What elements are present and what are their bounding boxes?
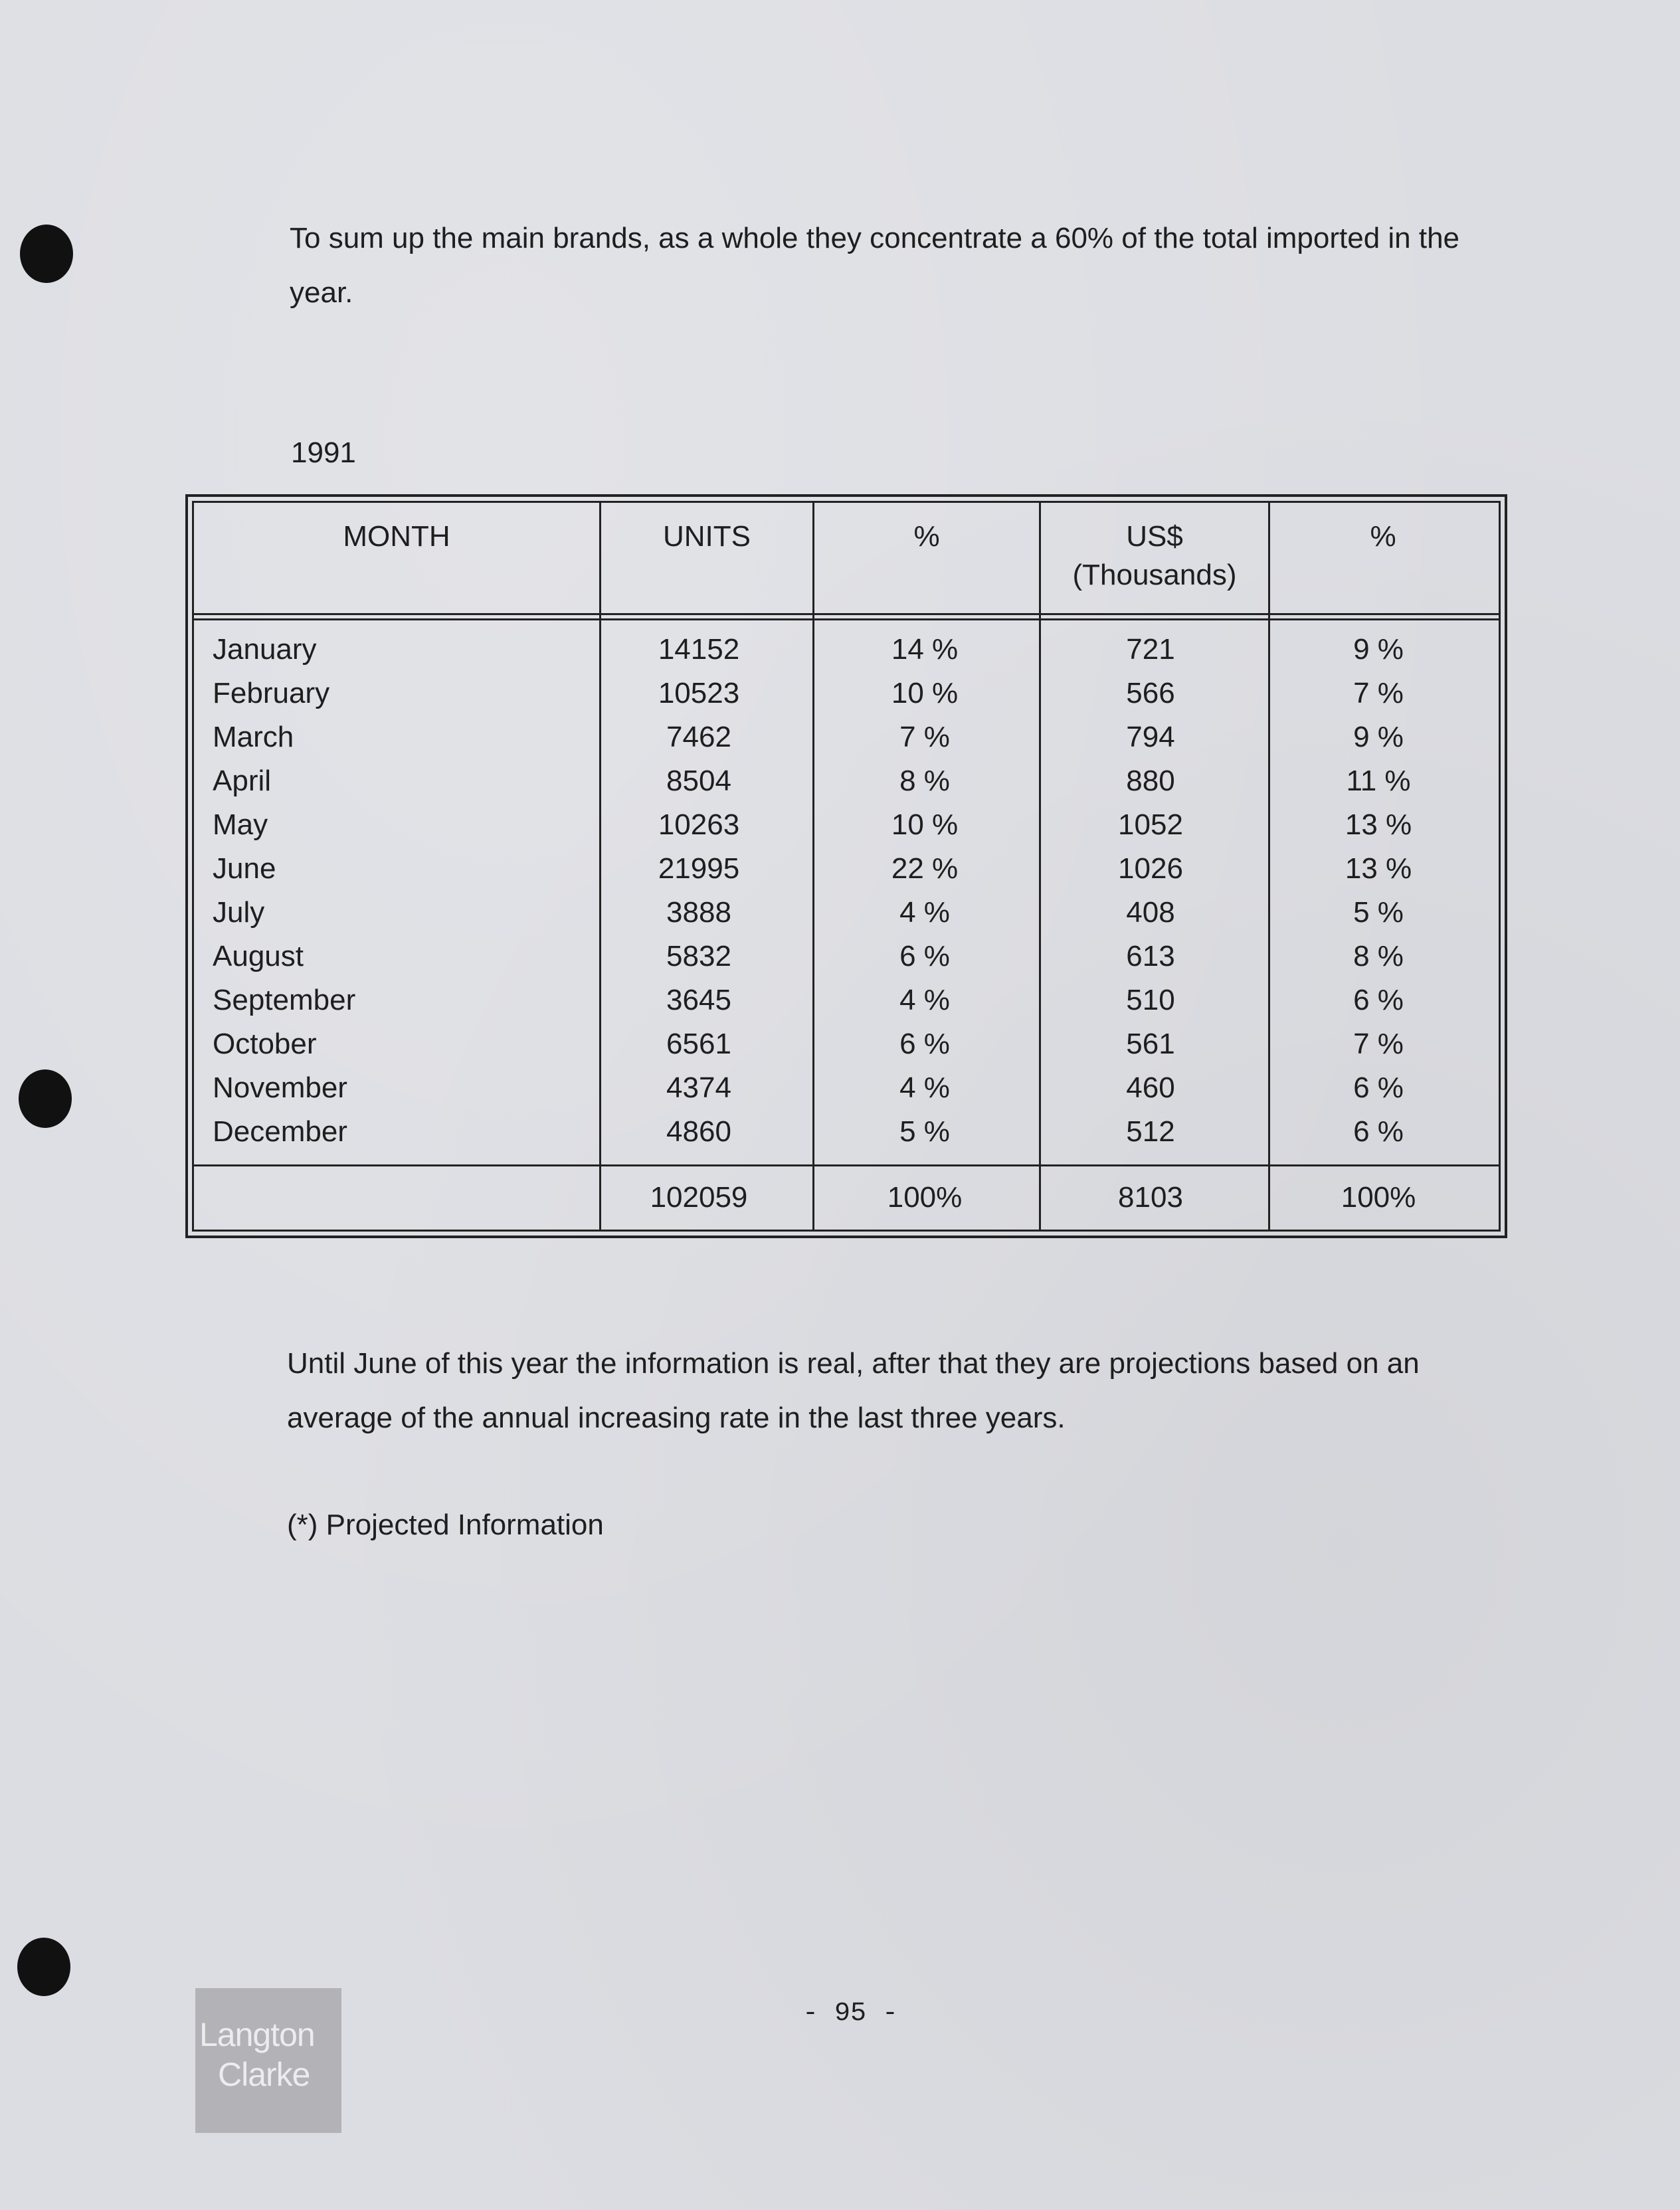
cell-units: 3888 bbox=[666, 896, 731, 929]
cell-units-percent: 10 % bbox=[891, 808, 959, 841]
cell-usd: 566 bbox=[1126, 677, 1175, 709]
header-usd bbox=[1041, 517, 1268, 595]
table-row bbox=[194, 672, 1499, 715]
table-row bbox=[194, 1022, 1499, 1066]
cell-month: February bbox=[213, 677, 330, 709]
total-usd: 8103 bbox=[1118, 1181, 1183, 1214]
cell-month: March bbox=[213, 721, 294, 753]
cell-units-percent: 8 % bbox=[899, 765, 950, 797]
header-usd-percent bbox=[1270, 517, 1496, 556]
header-units-percent bbox=[814, 517, 1039, 556]
table-row bbox=[194, 891, 1499, 935]
binder-hole-top bbox=[20, 225, 73, 283]
cell-usd-percent: 13 % bbox=[1345, 852, 1412, 885]
cell-units: 10263 bbox=[658, 808, 740, 841]
cell-usd-percent: 7 % bbox=[1353, 677, 1404, 709]
cell-units-percent: 6 % bbox=[899, 1028, 950, 1060]
table-row bbox=[194, 628, 1499, 672]
cell-usd: 1026 bbox=[1118, 852, 1183, 885]
total-units: 102059 bbox=[650, 1181, 748, 1214]
cell-units-percent: 14 % bbox=[891, 633, 959, 666]
cell-units-percent: 6 % bbox=[899, 940, 950, 972]
header-usd-percent-label: % bbox=[1370, 520, 1396, 553]
cell-month: August bbox=[213, 940, 304, 972]
cell-units: 7462 bbox=[666, 721, 731, 753]
header-units-percent-label: % bbox=[913, 520, 940, 553]
monthly-imports-table bbox=[185, 494, 1507, 1238]
logo-line-1: Langton bbox=[199, 2016, 315, 2053]
cell-usd-percent: 11 % bbox=[1346, 765, 1411, 797]
table-row bbox=[194, 715, 1499, 759]
cell-units: 4860 bbox=[666, 1115, 731, 1148]
cell-units: 8504 bbox=[666, 765, 731, 797]
table-row bbox=[194, 803, 1499, 847]
cell-units: 5832 bbox=[666, 940, 731, 972]
binder-hole-middle bbox=[19, 1069, 72, 1128]
header-divider bbox=[194, 618, 1499, 620]
table-year-label: 1991 bbox=[291, 436, 356, 469]
table-row bbox=[194, 759, 1499, 803]
cell-units-percent: 5 % bbox=[899, 1115, 950, 1148]
cell-month: April bbox=[213, 765, 272, 797]
cell-usd: 408 bbox=[1126, 896, 1175, 929]
cell-month: October bbox=[213, 1028, 317, 1060]
table-grid bbox=[192, 501, 1501, 1232]
cell-usd: 561 bbox=[1126, 1028, 1175, 1060]
cell-month: June bbox=[213, 852, 276, 885]
note-paragraph: Until June of this year the information is real, after that they are projections based on an average of the annual increasing rate in the last three years. bbox=[287, 1347, 1420, 1434]
header-usd-unit: (Thousands) bbox=[1072, 559, 1237, 591]
langton-clarke-logo bbox=[195, 1988, 341, 2133]
table-row bbox=[194, 1110, 1499, 1154]
cell-usd-percent: 8 % bbox=[1353, 940, 1404, 972]
header-divider bbox=[194, 613, 1499, 615]
cell-units-percent: 4 % bbox=[899, 1071, 950, 1104]
cell-usd-percent: 7 % bbox=[1353, 1028, 1404, 1060]
table-total-row bbox=[194, 1176, 1499, 1220]
page-number: - 95 - bbox=[802, 1999, 899, 2029]
cell-month: September bbox=[213, 984, 356, 1016]
binder-hole-bottom bbox=[17, 1938, 70, 1996]
cell-usd: 880 bbox=[1126, 765, 1175, 797]
header-usd-label: US$ bbox=[1126, 520, 1183, 553]
cell-units: 10523 bbox=[658, 677, 740, 709]
cell-usd-percent: 5 % bbox=[1353, 896, 1404, 929]
cell-units: 6561 bbox=[666, 1028, 731, 1060]
cell-units: 14152 bbox=[658, 633, 740, 666]
total-divider bbox=[194, 1164, 1499, 1166]
total-units-percent: 100% bbox=[887, 1181, 963, 1214]
table-row bbox=[194, 1066, 1499, 1110]
cell-month: May bbox=[213, 808, 268, 841]
cell-units: 4374 bbox=[666, 1071, 731, 1104]
cell-usd: 510 bbox=[1126, 984, 1175, 1016]
intro-paragraph: To sum up the main brands, as a whole they concentrate a 60% of the total imported in the year. bbox=[290, 222, 1460, 309]
cell-usd: 512 bbox=[1126, 1115, 1175, 1148]
cell-usd: 613 bbox=[1126, 940, 1175, 972]
cell-month: December bbox=[213, 1115, 347, 1148]
cell-usd: 794 bbox=[1126, 721, 1175, 753]
cell-usd-percent: 9 % bbox=[1353, 721, 1404, 753]
table-row bbox=[194, 978, 1499, 1022]
header-units-label: UNITS bbox=[663, 520, 751, 553]
cell-usd: 721 bbox=[1126, 633, 1175, 666]
cell-usd-percent: 9 % bbox=[1353, 633, 1404, 666]
table-row bbox=[194, 847, 1499, 891]
cell-units-percent: 22 % bbox=[891, 852, 959, 885]
cell-month: January bbox=[213, 633, 317, 666]
cell-units: 21995 bbox=[658, 852, 740, 885]
cell-usd: 1052 bbox=[1118, 808, 1183, 841]
table-row bbox=[194, 935, 1499, 978]
cell-units-percent: 4 % bbox=[899, 984, 950, 1016]
cell-units-percent: 4 % bbox=[899, 896, 950, 929]
cell-month: July bbox=[213, 896, 265, 929]
cell-usd-percent: 6 % bbox=[1353, 984, 1404, 1016]
cell-usd-percent: 6 % bbox=[1353, 1115, 1404, 1148]
header-month-label: MONTH bbox=[343, 520, 450, 553]
header-units bbox=[601, 517, 812, 556]
cell-usd: 460 bbox=[1126, 1071, 1175, 1104]
footnote: (*) Projected Information bbox=[287, 1509, 604, 1541]
cell-month: November bbox=[213, 1071, 347, 1104]
cell-units-percent: 7 % bbox=[899, 721, 950, 753]
header-month bbox=[194, 517, 599, 556]
logo-line-2: Clarke bbox=[218, 2056, 310, 2093]
cell-usd-percent: 13 % bbox=[1345, 808, 1412, 841]
cell-units: 3645 bbox=[666, 984, 731, 1016]
total-usd-percent: 100% bbox=[1341, 1181, 1416, 1214]
cell-units-percent: 10 % bbox=[891, 677, 959, 709]
cell-usd-percent: 6 % bbox=[1353, 1071, 1404, 1104]
